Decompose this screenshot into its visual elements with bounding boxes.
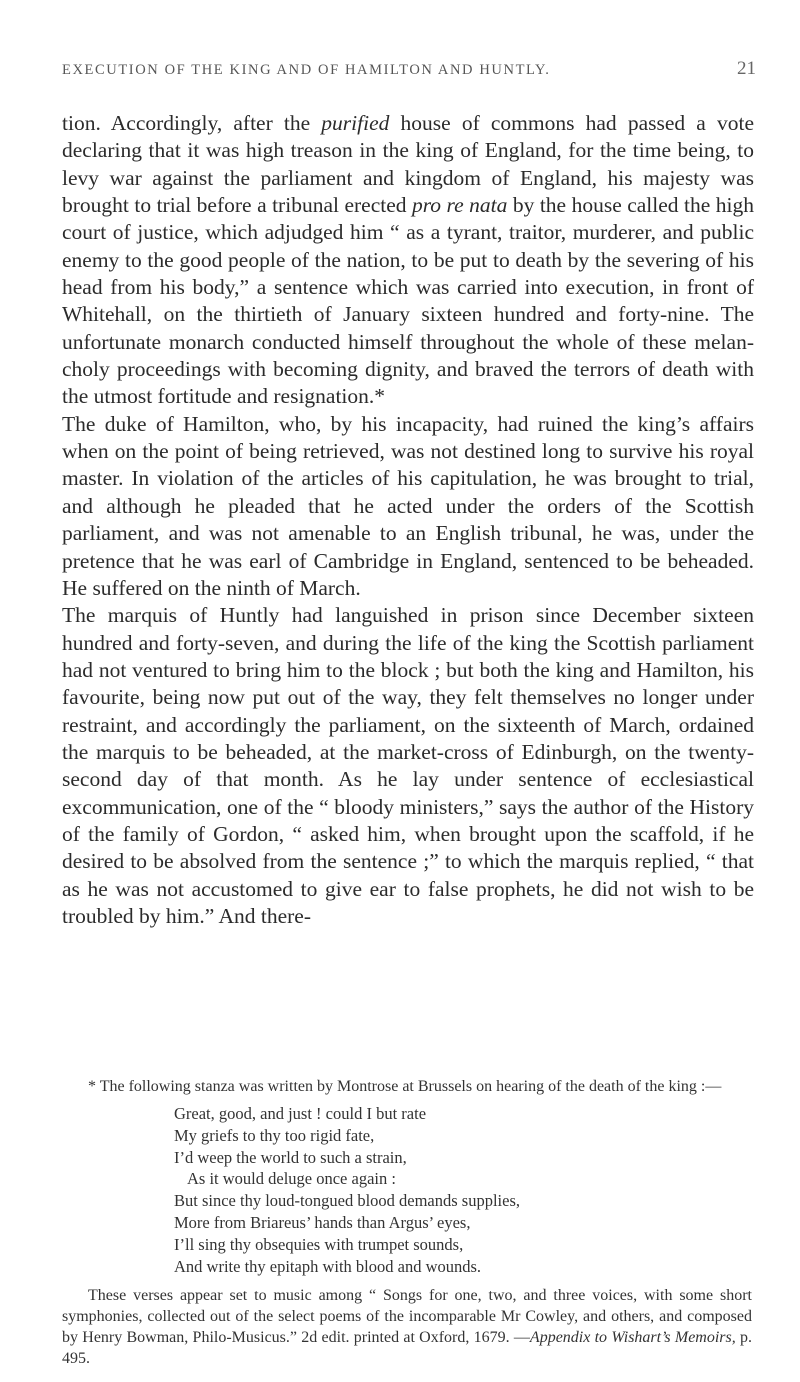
italic-pro-re-nata: pro re nata xyxy=(411,193,508,218)
paragraph-marquis-of-huntly: The marquis of Huntly had languished in prison since December sixteen hundred and forty-seven, and during the life of the king the Scottish parliament had not ventured to bring him to the block ; but both the king and Hamilton, his favourite, being now put out of the way, they felt themselves no longer under restraint, and accordingly the parliament, on the sixteenth of March, ordained the marquis to be beheaded, at the market-cross of Edinburgh, on the twenty-second day of that month. As he lay under sentence of ecclesiastical excommunication, one of the “ bloody ministers,” says the author of the History of the family of Gordon, “ asked him, when brought upon the scaffold, if he desired to be absolved from the sentence ;” to which the marquis replied, “ that as he was not accustomed to give ear to false prophets, he did not wish to be troubled by him.” And there- xyxy=(62,603,754,928)
page-number: 21 xyxy=(737,58,756,79)
running-title: EXECUTION OF THE KING AND OF HAMILTON AND HUNTLY. xyxy=(62,62,551,78)
footnote-source: These verses appear set to music among “ Songs for one, two, and three voices, with some short symphonies, collected out of the select poems of the incomparable Mr Cowley, and others, and composed by Henry Bowman, Philo-Musicus.” 2d edit. printed at Oxford, 1679. —Appendix to Wishart’s Memoirs, p. 495. xyxy=(62,1287,753,1368)
verse-line: Great, good, and just ! could I but rate xyxy=(174,1104,427,1123)
italic-appendix-citation: Appendix to Wishart’s Memoirs, xyxy=(529,1329,736,1347)
verse-line: I’d weep the world to such a strain, xyxy=(174,1147,407,1167)
italic-purified: purified xyxy=(321,111,390,135)
main-text xyxy=(62,110,754,930)
paragraph-duke-of-hamilton: The duke of Hamilton, who, by his incapacity, had ruined the king’s affairs when on the point of being retrieved, was not destined long to survive his royal master. In violation of the articles of his capitulation, he was brought to trial, and although he pleaded that he acted under the orders of the Scottish parliament, and was not amenable to an English tribunal, he was, under the pretence that he was earl of Cambridge in England, sentenced to be beheaded. He suffered on the ninth of March. xyxy=(62,411,754,600)
footnote xyxy=(62,1076,752,1369)
verse-line: I’ll sing thy obsequies with trumpet sounds, xyxy=(174,1234,464,1254)
verse-line: And write thy epitaph with blood and wounds. xyxy=(174,1256,482,1276)
footnote-intro: * The following stanza was written by Montrose at Brussels on hearing of the death of the king :— xyxy=(88,1078,722,1095)
verse-line: As it would deluge once again : xyxy=(187,1169,396,1189)
verse-line: But since thy loud-tongued blood demands supplies, xyxy=(174,1191,521,1211)
running-head xyxy=(62,58,756,80)
verse-line: My griefs to thy too rigid fate, xyxy=(174,1125,375,1145)
paragraph-execution-of-king: tion. Accordingly, after the purified house of commons had passed a vote declaring that it was high treason in the king of England, for the time being, to levy war against the parliament and kingdom of England, his majesty was brought to trial before a tribunal erected pro re nata by the house called the high court of justice, which adjudged him “ as a tyrant, traitor, murderer, and public enemy to the good people of the nation, to be put to death by the severing of his head from his body,” a sentence which was carried into execution, in front of Whitehall, on the thirtieth of January sixteen hundred and forty-nine. The unfortunate monarch conducted himself throughout the whole of these melancholy proceedings with becoming dignity, and braved the terrors of death with the utmost fortitude and resignation.* xyxy=(62,111,754,409)
verse-line: More from Briareus’ hands than Argus’ eyes, xyxy=(174,1212,471,1232)
montrose-verse xyxy=(174,1103,752,1277)
